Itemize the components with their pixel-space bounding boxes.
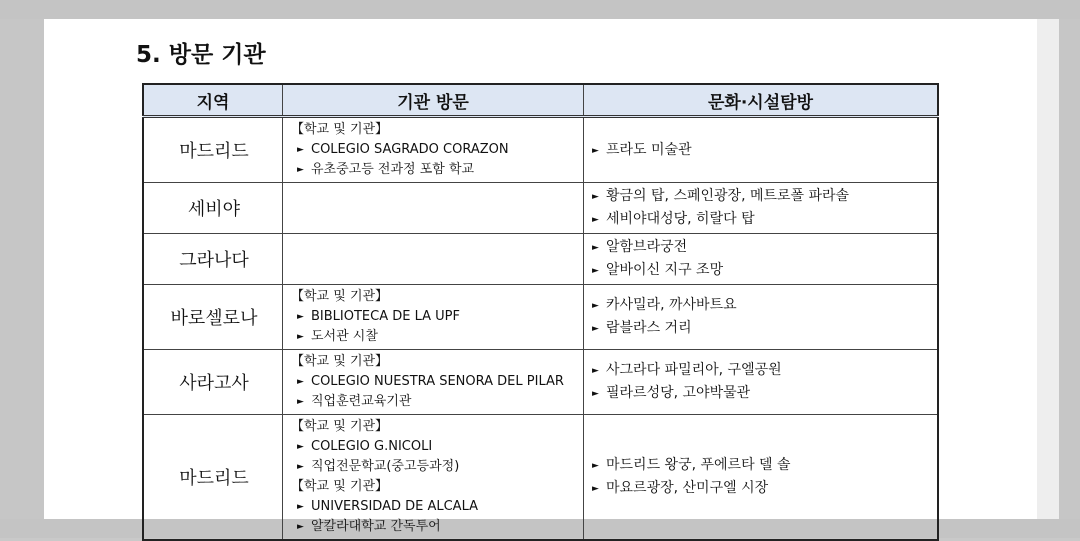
institution-group-label: 【학교 및 기관】 [291, 354, 389, 369]
region-cell: 마드리드 [143, 117, 283, 183]
culture-item-text: 람블라스 거리 [606, 320, 692, 336]
institution-item-text: 직업훈련교육기관 [311, 394, 412, 409]
viewer-left-margin [0, 0, 44, 538]
institution-item [291, 372, 577, 392]
bullet-icon: ► [592, 461, 599, 471]
bullet-icon: ► [592, 366, 599, 376]
bullet-icon: ► [297, 502, 304, 512]
culture-cell [584, 350, 939, 415]
region-cell: 사라고사 [143, 350, 283, 415]
culture-cell [584, 415, 939, 541]
heading-clip-mask [44, 0, 1044, 19]
culture-cell [584, 117, 939, 183]
table-row [143, 285, 938, 350]
institution-group-label: 【학교 및 기관】 [291, 122, 389, 137]
institution-item [291, 497, 577, 517]
bullet-icon: ► [297, 165, 304, 175]
bullet-icon: ► [592, 484, 599, 494]
institution-item [291, 327, 577, 347]
culture-cell [584, 183, 939, 234]
culture-item-text: 세비야대성당, 히랄다 탑 [606, 211, 755, 227]
institution-item [291, 392, 577, 412]
institution-group-label: 【학교 및 기관】 [291, 289, 389, 304]
institution-cell [283, 234, 584, 285]
culture-cell [584, 285, 939, 350]
bullet-icon: ► [297, 332, 304, 342]
institution-item-text: 도서관 시찰 [311, 329, 378, 344]
institution-item-text: COLEGIO NUESTRA SENORA DEL PILAR [311, 374, 564, 389]
region-cell: 마드리드 [143, 415, 283, 541]
institution-item [291, 307, 577, 327]
culture-item [592, 208, 931, 231]
bullet-icon: ► [592, 389, 599, 399]
institution-item [291, 437, 577, 457]
institution-group-label: 【학교 및 기관】 [291, 419, 389, 434]
institution-item-text: 직업전문학교(중고등과정) [311, 459, 460, 474]
institution-item [291, 160, 577, 180]
institution-cell [283, 350, 584, 415]
institution-item [291, 140, 577, 160]
bullet-icon: ► [592, 145, 599, 156]
institution-item-text: COLEGIO G.NICOLI [311, 439, 433, 454]
culture-item [592, 477, 931, 500]
bullet-icon: ► [297, 312, 304, 322]
table-row [143, 350, 938, 415]
bullet-icon: ► [592, 301, 599, 311]
section-title: 5. 방문 기관 [136, 42, 266, 68]
institution-cell [283, 285, 584, 350]
culture-item-text: 필라르성당, 고야박물관 [606, 385, 751, 401]
culture-item-text: 마요르광장, 산미구엘 시장 [606, 480, 769, 496]
bullet-icon: ► [592, 266, 599, 276]
header-culture: 문화·시설탐방 [584, 84, 939, 117]
institution-item-text: COLEGIO SAGRADO CORAZON [311, 142, 509, 157]
institution-item-text: 유초중고등 전과정 포함 학교 [311, 162, 475, 177]
bullet-icon: ► [297, 522, 304, 532]
bullet-icon: ► [592, 324, 599, 334]
culture-item-text: 프라도 미술관 [606, 141, 692, 158]
culture-item [592, 294, 931, 317]
bullet-icon: ► [297, 377, 304, 387]
culture-item [592, 359, 931, 382]
institution-cell [283, 415, 584, 541]
region-cell: 세비야 [143, 183, 283, 234]
header-institution: 기관 방문 [283, 84, 584, 117]
culture-item [592, 454, 931, 477]
bullet-icon: ► [297, 145, 304, 155]
table-row [143, 117, 938, 183]
bullet-icon: ► [297, 462, 304, 472]
viewer-right-margin [1058, 0, 1080, 538]
culture-item [592, 185, 931, 208]
institution-item [291, 517, 577, 537]
culture-item-text: 알함브라궁전 [606, 239, 688, 255]
culture-item-text: 마드리드 왕궁, 푸에르타 델 솔 [606, 457, 791, 473]
visit-table [142, 83, 939, 541]
bullet-icon: ► [297, 442, 304, 452]
culture-item [592, 236, 931, 259]
institution-cell [283, 117, 584, 183]
culture-cell [584, 234, 939, 285]
table-header-row [143, 84, 938, 117]
bullet-icon: ► [297, 397, 304, 407]
viewer-right-gutter [1037, 19, 1059, 519]
culture-item-text: 사그라다 파밀리아, 구엘공원 [606, 362, 782, 378]
culture-item [592, 317, 931, 340]
culture-item [592, 382, 931, 405]
culture-item [592, 139, 931, 162]
region-cell: 바로셀로나 [143, 285, 283, 350]
culture-item-text: 알바이신 지구 조망 [606, 262, 724, 278]
institution-item-text: BIBLIOTECA DE LA UPF [311, 309, 460, 324]
institution-item [291, 457, 577, 477]
institution-group-label: 【학교 및 기관】 [291, 479, 389, 494]
table-row [143, 234, 938, 285]
culture-item-text: 카사밀라, 까사바트요 [606, 297, 737, 313]
bullet-icon: ► [592, 243, 599, 253]
culture-item [592, 259, 931, 282]
institution-item-text: 알칼라대학교 간독투어 [311, 519, 441, 534]
header-region: 지역 [143, 84, 283, 117]
institution-item-text: UNIVERSIDAD DE ALCALA [311, 499, 479, 514]
region-cell: 그라나다 [143, 234, 283, 285]
table-row [143, 415, 938, 541]
culture-item-text: 황금의 탑, 스페인광장, 메트로폴 파라솔 [606, 188, 850, 204]
table-row [143, 183, 938, 234]
institution-cell [283, 183, 584, 234]
bullet-icon: ► [592, 192, 599, 202]
bullet-icon: ► [592, 215, 599, 225]
